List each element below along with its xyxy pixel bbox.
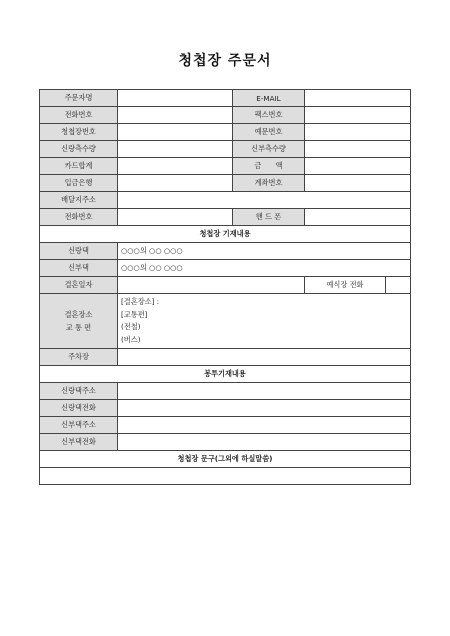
- table-row: [40, 349, 411, 366]
- bride-qty-field[interactable]: [305, 141, 411, 158]
- groom-family-label: 신랑댁: [40, 243, 118, 260]
- table-row: [40, 209, 411, 226]
- parking-field[interactable]: [118, 349, 411, 366]
- envelope-section-heading: 봉투기재내용: [40, 366, 411, 383]
- venue-line-place: [결혼장소] :: [121, 297, 160, 306]
- venue-line-bus: (버스): [121, 334, 141, 344]
- phone2-field[interactable]: [118, 209, 233, 226]
- table-row: [40, 192, 411, 209]
- fax-field[interactable]: [305, 107, 411, 124]
- groom-address-label: 신랑댁주소: [40, 383, 118, 400]
- venue-line-subway: (전철): [121, 322, 141, 331]
- wedding-date-label: 결혼일자: [40, 277, 118, 294]
- orderer-name-label: 주문자명: [40, 90, 118, 107]
- amount-field[interactable]: [305, 158, 411, 175]
- card-total-field[interactable]: [118, 158, 233, 175]
- table-row: [40, 383, 411, 400]
- phrase-section-heading: 청첩장 문구(그외에 하실말씀): [40, 451, 411, 468]
- deposit-number-field[interactable]: [305, 124, 411, 141]
- table-row: [40, 400, 411, 417]
- phone2-label: 전화번호: [40, 209, 118, 226]
- bride-family-field[interactable]: ○○○의 ○○ ○○○: [118, 260, 411, 277]
- venue-phone-label: 예식장 전화: [305, 277, 386, 293]
- invitation-number-field[interactable]: [118, 124, 233, 141]
- table-row: [40, 124, 411, 141]
- groom-address-field[interactable]: [118, 383, 411, 400]
- venue-transport-field[interactable]: [118, 294, 411, 349]
- wedding-date-field[interactable]: [118, 277, 305, 294]
- groom-qty-field[interactable]: [118, 141, 233, 158]
- table-row: [40, 243, 411, 260]
- delivery-address-field[interactable]: [118, 192, 411, 209]
- card-total-label: 카드합계: [40, 158, 118, 175]
- venue-transport-label: [40, 294, 118, 349]
- groom-phone-field[interactable]: [118, 400, 411, 417]
- bride-address-label: 신부댁주소: [40, 417, 118, 434]
- groom-phone-label: 신랑댁전화: [40, 400, 118, 417]
- table-row: [40, 158, 411, 175]
- venue-phone-field[interactable]: [386, 277, 410, 293]
- bride-qty-label: 신부측수량: [233, 141, 305, 158]
- bride-phone-field[interactable]: [118, 434, 411, 451]
- parking-label: 주차장: [40, 349, 118, 366]
- table-row: [40, 90, 411, 107]
- table-row: [40, 294, 411, 349]
- account-number-field[interactable]: [305, 175, 411, 192]
- delivery-address-label: 배달지주소: [40, 192, 118, 209]
- deposit-number-label: 예문번호: [233, 124, 305, 141]
- bride-family-label: 신부댁: [40, 260, 118, 277]
- venue-label-line2: 교 통 편: [65, 323, 92, 332]
- fax-label: 팩스번호: [233, 107, 305, 124]
- groom-qty-label: 신랑측수량: [40, 141, 118, 158]
- table-row: [40, 434, 411, 451]
- phrase-textarea[interactable]: [40, 468, 411, 485]
- mobile-label: 핸 드 폰: [233, 209, 305, 226]
- invitation-section-heading: 청첩장 기재내용: [40, 226, 411, 243]
- email-label: E-MAIL: [233, 90, 305, 107]
- page-title: 청첩장 주문서: [178, 53, 272, 69]
- table-row: [40, 107, 411, 124]
- venue-label-line1: 결혼장소: [64, 310, 93, 319]
- email-field[interactable]: [305, 90, 411, 107]
- account-number-label: 계좌번호: [233, 175, 305, 192]
- phone-label: 전화번호: [40, 107, 118, 124]
- table-row: [40, 260, 411, 277]
- section-header-row: [40, 366, 411, 383]
- phone-field[interactable]: [118, 107, 233, 124]
- section-header-row: [40, 226, 411, 243]
- mobile-field[interactable]: [305, 209, 411, 226]
- table-row: [40, 468, 411, 485]
- orderer-name-field[interactable]: [118, 90, 233, 107]
- bride-address-field[interactable]: [118, 417, 411, 434]
- deposit-bank-label: 입금은행: [40, 175, 118, 192]
- amount-label: 금 액: [233, 158, 305, 175]
- table-row: [40, 175, 411, 192]
- invitation-number-label: 청첩장번호: [40, 124, 118, 141]
- table-row: [40, 141, 411, 158]
- venue-phone-cell: [305, 277, 411, 294]
- groom-family-field[interactable]: ○○○의 ○○ ○○○: [118, 243, 411, 260]
- order-form-table: [39, 89, 411, 485]
- venue-line-transport: [교통편]: [121, 309, 148, 319]
- deposit-bank-field[interactable]: [118, 175, 233, 192]
- bride-phone-label: 신부댁전화: [40, 434, 118, 451]
- section-header-row: [40, 451, 411, 468]
- table-row: [40, 417, 411, 434]
- table-row: [40, 277, 411, 294]
